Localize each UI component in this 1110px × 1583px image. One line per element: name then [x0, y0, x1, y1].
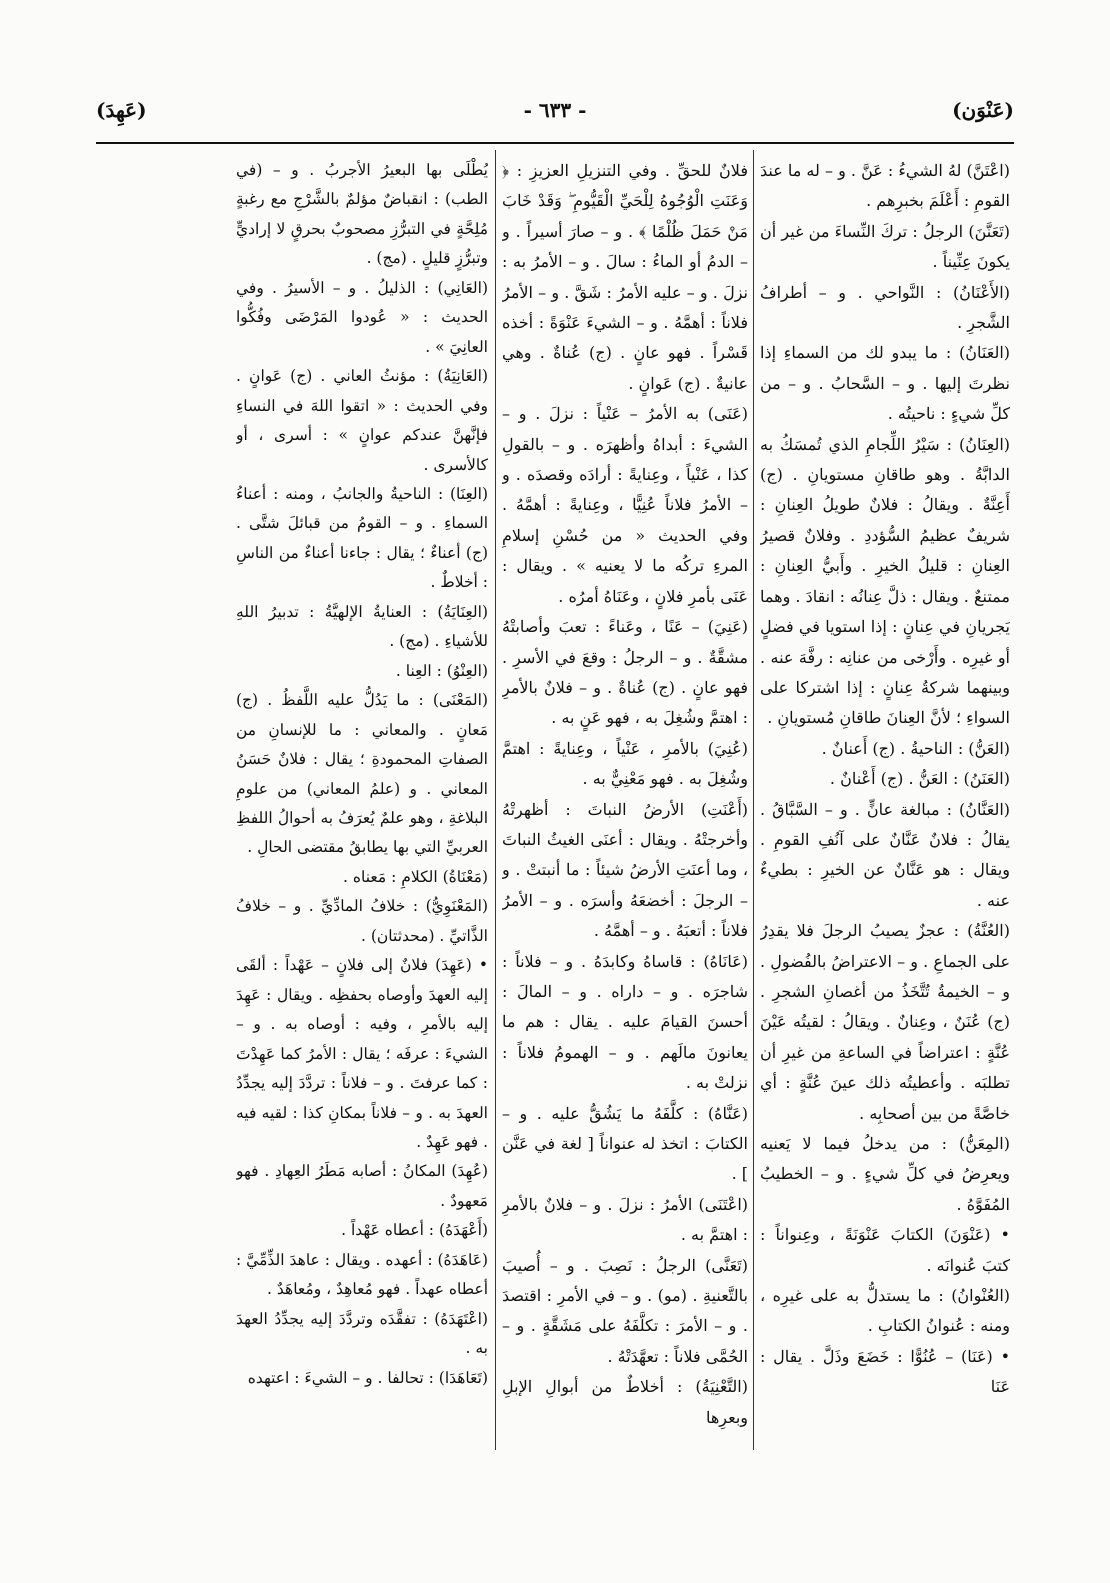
entry: (تَعَاهَدَا) : تحالفا . و – الشيءَ : اعتهده: [247, 1368, 488, 1387]
entry: (العَنَنُ) : العَنُّ . (ج) أَعْنانٌ .: [829, 769, 1010, 789]
column-divider: [753, 150, 754, 1450]
header-left-headword: (عَهِدَ): [96, 98, 147, 122]
page-header: [96, 96, 1014, 136]
entry: (العَانِي) : الذليلُ . و – الأسيرُ . وفي الحديث : « عُودوا المَرْضَى وفُكُّوا العانِيَ » .: [236, 278, 488, 356]
entry: (العُنْوانُ) : ما يستدلُّ به على غيرِه ، ومنه : عُنوانُ الكتابِ .: [760, 1286, 1010, 1336]
entry: فلانٌ للحقِّ . وفي التنزيلِ العزيزِ : ﴿ وَعَنَتِ الْوُجُوهُ لِلْحَيِّ الْقَيُّومِ ۖ وَقَدْ خَابَ مَنْ حَمَلَ ظُلْمًا ﴾ . و – صارَ أسيراً . و – الدمُ أو الماءُ : سالَ . و – الأمرُ به : نزلَ . و – عليه الأمرُ : شَقَّ . و – الأمرُ فلاناً : أهمَّهُ . و – الشيءَ عَنْوَةً : أخذه قَسْراً . فهو عانٍ . (ج) عُناةٌ . وهي عانيةٌ . (ج) عَوانٍ .: [502, 161, 748, 393]
column-middle: [502, 156, 748, 1446]
header-right-headword: (عَنْوَن): [952, 98, 1014, 122]
entry: (العِنَا) : الناحيةُ والجانبُ ، ومنه : أعناءُ السماءِ . و – القومُ من قبائلَ شتَّى . (ج) أعناءٌ ؛ يقال : جاءنا أعناءٌ من الناسِ : أخلاطٌ .: [236, 484, 488, 592]
entry: (العَنَانُ) : ما يبدو لك من السماءِ إذا نظرتَ إليها . و – السَّحابُ . و – من كلِّ شيءٍ : ناحيتُه .: [760, 343, 1010, 424]
header-rule: [96, 142, 1014, 144]
entry: (المَعْنَوِيُّ) : خلافُ المادِّيِّ . و – خلافُ الذَّاتيِّ . (محدثتان) .: [236, 897, 488, 945]
entry: (العَنُّ) : الناحيةُ . (ج) أَعنانٌ .: [821, 738, 1010, 758]
entry: (العَانِيَةُ) : مؤنثُ العاني . (ج) عَوانٍ . وفي الحديث : « اتقوا اللهَ في النساءِ فإنَّهنَّ عندكم عوانٍ » : أسرى ، أو كالأسرى .: [236, 367, 488, 474]
entry: (المَعْنَى) : ما يَدُلُّ عليه اللَّفظُ . (ج) مَعانٍ . والمعاني : ما للإنسانِ من الصفاتِ المحمودةِ ؛ يقال : فلانٌ حَسَنُ المعاني . و (علمُ المعاني) من علومِ البلاغةِ ، وهو علمٌ يُعرَفُ به أحوالُ اللفظِ العربيِّ التي بها يطابقُ مقتضى الحالِ .: [236, 691, 488, 857]
entry: (العِنْوُ) : العِنا .: [395, 661, 488, 680]
entry: (عَنَّاهُ) : كلَّفَهُ ما يَشُقُّ عليه . و – الكتابَ : اتخذ له عنواناً [ لغة في عَنَّن ] .: [502, 1103, 748, 1184]
page-number: - ٦٣٣ -: [523, 98, 587, 122]
entry: (عَانَاهُ) : قاساهُ وكابدَهُ . و – فلاناً : شاجرَه . و – داراه . و – المالَ : أحسنَ القيامَ عليه . يقال : هم ما يعانونَ مالَهم . و – الهمومُ فلاناً : نزلتْ به .: [502, 951, 748, 1093]
entry: (عُهِدَ) المكانُ : أصابه مَطَرُ العِهادِ . فهو مَعهودٌ .: [236, 1162, 488, 1210]
entry: (العُنَّةُ) : عجزٌ يصيبُ الرجلَ فلا يقدِرُ على الجماعِ . و – الاعتراضُ بالفُضولِ . و – الخيمةُ تُتَّخَذُ من أغصانِ الشجرِ . (ج) عُنَنٌ ، وعِنانٌ . ويقالُ : لقيتُه عَيْنَ عُنَّةٍ : اعتراضاً في الساعةِ من غيرِ أن تطلبَه . وأعطيتُه ذلك عينَ عُنَّةٍ : أي خاصَّةً من بين أصحابِه .: [760, 921, 1010, 1123]
column-left: [236, 156, 488, 1446]
entry: (عَنِيَ) – عَنًا ، وعَناءً : تعبَ وأصابتْهُ مشقَّةٌ . و – الرجلُ : وقعَ في الأسرِ . فهو عانٍ . (ج) عُناةٌ . و – فلانٌ بالأمرِ : اهتمَّ وشُغِلَ به ، فهو عَنٍ به .: [502, 617, 748, 728]
entry: (الأَعْنَانُ) : النَّواحي . و – أطرافُ الشَّجرِ .: [760, 282, 1010, 333]
entry: (المِعَنُّ) : من يدخلُ فيما لا يَعنيه ويعرِضُ في كلِّ شيءٍ . و – الخطيبُ المُفَوَّهُ .: [760, 1134, 1010, 1214]
entry: (التَّعْنِيَةُ) : أخلاطٌ من أبوالِ الإبلِ وبعرِها: [502, 1377, 748, 1427]
entry: (عَاهَدَهُ) : أعهده . ويقال : عاهدَ الذِّمِّيَّ : أعطاه عهداً . فهو مُعاهِدٌ ، ومُعاهَدٌ .: [236, 1250, 488, 1299]
entry: (مَعْنَاةُ) الكلامِ : مَعناه .: [343, 867, 488, 886]
entry: (تَعَنَّى) الرجلُ : نَصِبَ . و – أُصيبَ بالتَّعنيةِ . (مو) . و – في الأمرِ : اقتصدَ . و – الأمرَ : تكلَّفَهُ على مَشَقَّةٍ . و – الحُمَّى فلاناً : تعهَّدَتْهُ .: [502, 1255, 748, 1366]
entry: (اعْتَنَّ) لهُ الشيءُ : عَنَّ . و – له ما عندَ القومِ : أَعْلَمَ بخبرِهم .: [760, 161, 1010, 211]
entry: (عُنِيَ) بالأمرِ ، عَنْياً ، وعِنايةً : اهتمَّ وشُغِلَ به . فهو مَعْنِيٌّ به .: [502, 738, 748, 789]
entry: (أَعْنَتِ) الأرضُ النباتَ : أظهرتْهُ وأخرجتْهُ . ويقال : أعنَى الغيثُ النباتَ ، وما أعنَتِ الأرضُ شيئاً : ما أنبتتْ . و – الرجلَ : أخضعَهُ وأسرَه . و – الأمرُ فلاناً : أتعبَهُ . و – أهمَّهُ .: [502, 799, 748, 941]
entry: (العَنَّانُ) : مبالغة عانٍّ . و – السَّبَّاقُ . يقالُ : فلانٌ عَنَّانٌ على آنُفِ القومِ . ويقال : هو عَنَّانٌ عن الخيرِ : بطيءٌ عنه .: [760, 799, 1010, 910]
entry: • (عَنْوَنَ) الكتابَ عَنْوَنَةً ، وعِنواناً : كتبَ عُنوانَه .: [760, 1225, 1010, 1275]
entry: (عَنَى) به الأمرُ – عَنْياً : نزلَ . و – الشيءَ : أبداهُ وأظهرَه . و – بالقولِ كذا ، عَنْياً ، وعِنايةً : أرادَه وقصدَه . و – الأمرُ فلاناً عُنِيًّا ، وعِنايةً : أهمَّهُ . وفي الحديث « من حُسْنِ إسلامِ المرءِ تركُه ما لا يعنيه » . ويقال : عَنَى بأمرِ فلانٍ ، وعَنَاهُ أمرُه .: [502, 404, 748, 606]
entry: (العِنَانُ) : سَيْرُ اللِّجامِ الذي تُمسَكُ به الدابَّةُ . وهو طاقانِ مستويانِ . (ج) أَعِنَّةٌ . ويقالُ : فلانٌ طويلُ العِنانِ : شريفٌ عظيمُ السُّؤددِ . وفلانٌ قصيرُ العِنانِ : قليلُ الخيرِ . وأَبيُّ العِنانِ : ممتنعٌ . ويقال : ذلَّ عِنانُه : انقادَ . وهما يَجريانِ في عِنانٍ : إذا استويا في فضلٍ أو غيرِه . وأَرْخى من عنانِه : رفَّهَ عنه . وبينهما شركةُ عِنانٍ : إذا اشتركا على السواءِ ؛ لأنَّ العِنانَ طاقانِ مُستويانِ .: [760, 434, 1010, 728]
entry: يُطْلَى بها البعيرُ الأجربُ . و – (في الطب) : انقباضٌ مؤلمٌ بالشَّرْجِ مع رغبةٍ مُلِحَّةٍ في التبرُّزِ مصحوبٌ بحرقٍ لا إراديٍّ وتبرُّزٍ قليلٍ . (مج) .: [236, 161, 488, 268]
entry: (أَعْهَدَهُ) : أعطاه عَهْداً .: [341, 1221, 488, 1240]
entry: • (عَهِدَ) فلانٌ إلى فلانٍ – عَهْداً : ألقَى إليه العهدَ وأوصاه بحفظِه . ويقال : عَهِدَ إليه بالأمرِ ، وفيه : أوصاه به . و – الشيءَ : عرفَه ؛ يقال : الأمرُ كما عَهِدْتَ : كما عرفتَ . و – فلاناً : تردَّدَ إليه يجدِّدُ العهدَ به . و – فلاناً بمكانِ كذا : لقيه فيه . فهو عَهِدٌ .: [236, 956, 488, 1151]
column-right: [760, 156, 1010, 1446]
entry: (اعْتَهَدَهُ) : تفقَّدَه وتردَّدَ إليه يجدِّدُ العهدَ به .: [236, 1309, 488, 1358]
column-divider: [495, 150, 496, 1450]
entry: (اعْتَنَى) الأمرُ : نزلَ . و – فلانٌ بالأمرِ : اهتمَّ به .: [502, 1194, 748, 1245]
entry: • (عَنَا) – عُنُوًّا : خَضَعَ وذَلَّ . يقال : عَنَا: [760, 1346, 1010, 1397]
entry: (العِنَايَةُ) : العنايةُ الإلهيَّةُ : تدبيرُ اللهِ للأشياءِ . (مج) .: [236, 602, 488, 651]
entry: (تَعَنَّنَ) الرجلُ : تركَ النِّساءَ من غير أن يكونَ عِنِّيناً .: [760, 221, 1010, 272]
